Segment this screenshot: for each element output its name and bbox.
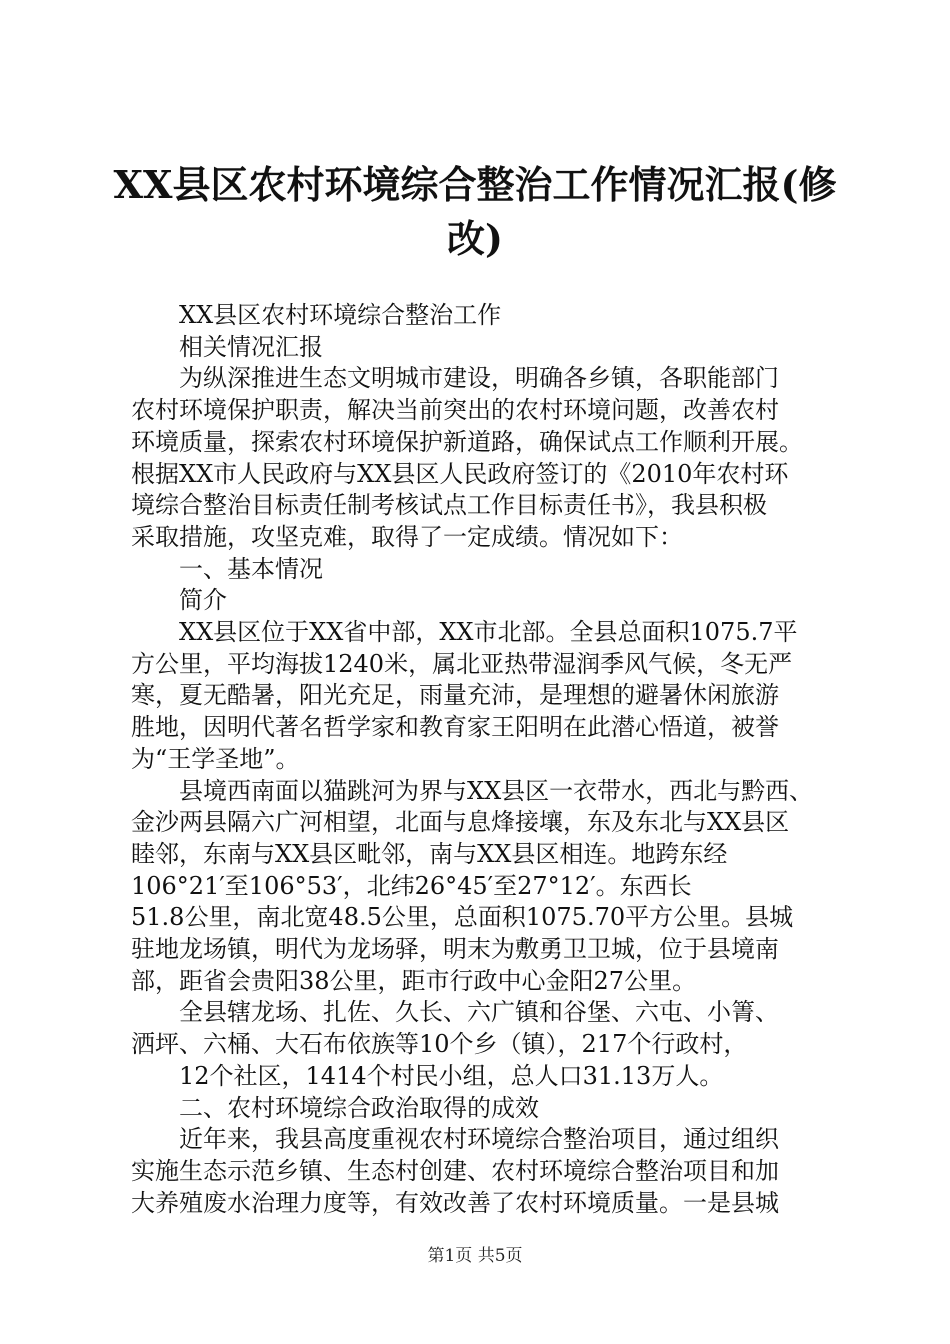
body-line: 为纵深推进生态文明城市建设，明确各乡镇，各职能部门: [179, 364, 779, 393]
body-line: 近年来，我县高度重视农村环境综合整治项目，通过组织: [179, 1125, 779, 1154]
body-line: 一、基本情况: [179, 554, 323, 583]
body-line: 洒坪、六桶、大石布依族等10个乡（镇），217个行政村，: [131, 1030, 748, 1059]
body-line: 寒，夏无酷暑，阳光充足，雨量充沛，是理想的避暑休闲旅游: [131, 681, 779, 710]
body-line: 农村环境保护职责，解决当前突出的农村环境问题，改善农村: [131, 396, 779, 425]
body-line: 根据XX市人民政府与XX县区人民政府签订的《2010年农村环: [131, 459, 789, 488]
title-line-1: XX县区农村环境综合整治工作情况汇报(修: [113, 162, 837, 207]
body-line: 环境质量，探索农村环境保护新道路，确保试点工作顺利开展。: [131, 427, 803, 456]
body-line: 二、农村环境综合政治取得的成效: [179, 1093, 539, 1122]
body-line: XX县区农村环境综合整治工作: [179, 301, 502, 329]
body-line: 方公里，平均海拔1240米，属北亚热带湿润季风气候，冬无严: [131, 649, 793, 678]
body-line: 全县辖龙场、扎佐、久长、六广镇和谷堡、六屯、小箐、: [179, 998, 779, 1027]
document-body: [131, 300, 831, 1219]
body-line: 采取措施，攻坚克难，取得了一定成绩。情况如下：: [131, 522, 683, 551]
body-line: 县境西南面以猫跳河为界与XX县区一衣带水，西北与黔西、: [179, 776, 814, 805]
body-line: 实施生态示范乡镇、生态村创建、农村环境综合整治项目和加: [131, 1156, 779, 1185]
page-footer: 第1页 共5页: [427, 1246, 523, 1266]
body-line: 106°21′至106°53′，北纬26°45′至27°12′。东西长: [131, 871, 692, 900]
body-line: 简介: [179, 586, 227, 615]
body-line: XX县区位于XX省中部，XX市北部。全县总面积1075.7平: [179, 618, 798, 647]
body-line: 境综合整治目标责任制考核试点工作目标责任书》，我县积极: [131, 491, 767, 520]
body-line: 大养殖废水治理力度等，有效改善了农村环境质量。一是县城: [131, 1188, 779, 1217]
body-line: 金沙两县隔六广河相望，北面与息烽接壤，东及东北与XX县区: [131, 808, 790, 837]
body-line: 驻地龙场镇，明代为龙场驿，明末为敷勇卫卫城，位于县境南: [131, 935, 779, 964]
body-line: 12个社区，1414个村民小组，总人口31.13万人。: [179, 1061, 724, 1090]
body-line: 睦邻，东南与XX县区毗邻，南与XX县区相连。地跨东经: [131, 839, 728, 868]
body-line: 部，距省会贵阳38公里，距市行政中心金阳27公里。: [131, 966, 697, 995]
body-line: 相关情况汇报: [179, 332, 323, 361]
body-line: 51.8公里，南北宽48.5公里，总面积1075.70平方公里。县城: [131, 903, 794, 932]
body-line: 胜地，因明代著名哲学家和教育家王阳明在此潜心悟道，被誉: [131, 713, 779, 742]
page-title: [0, 158, 950, 266]
body-line: 为“王学圣地”。: [131, 744, 300, 773]
title-line-2: 改): [447, 216, 503, 261]
